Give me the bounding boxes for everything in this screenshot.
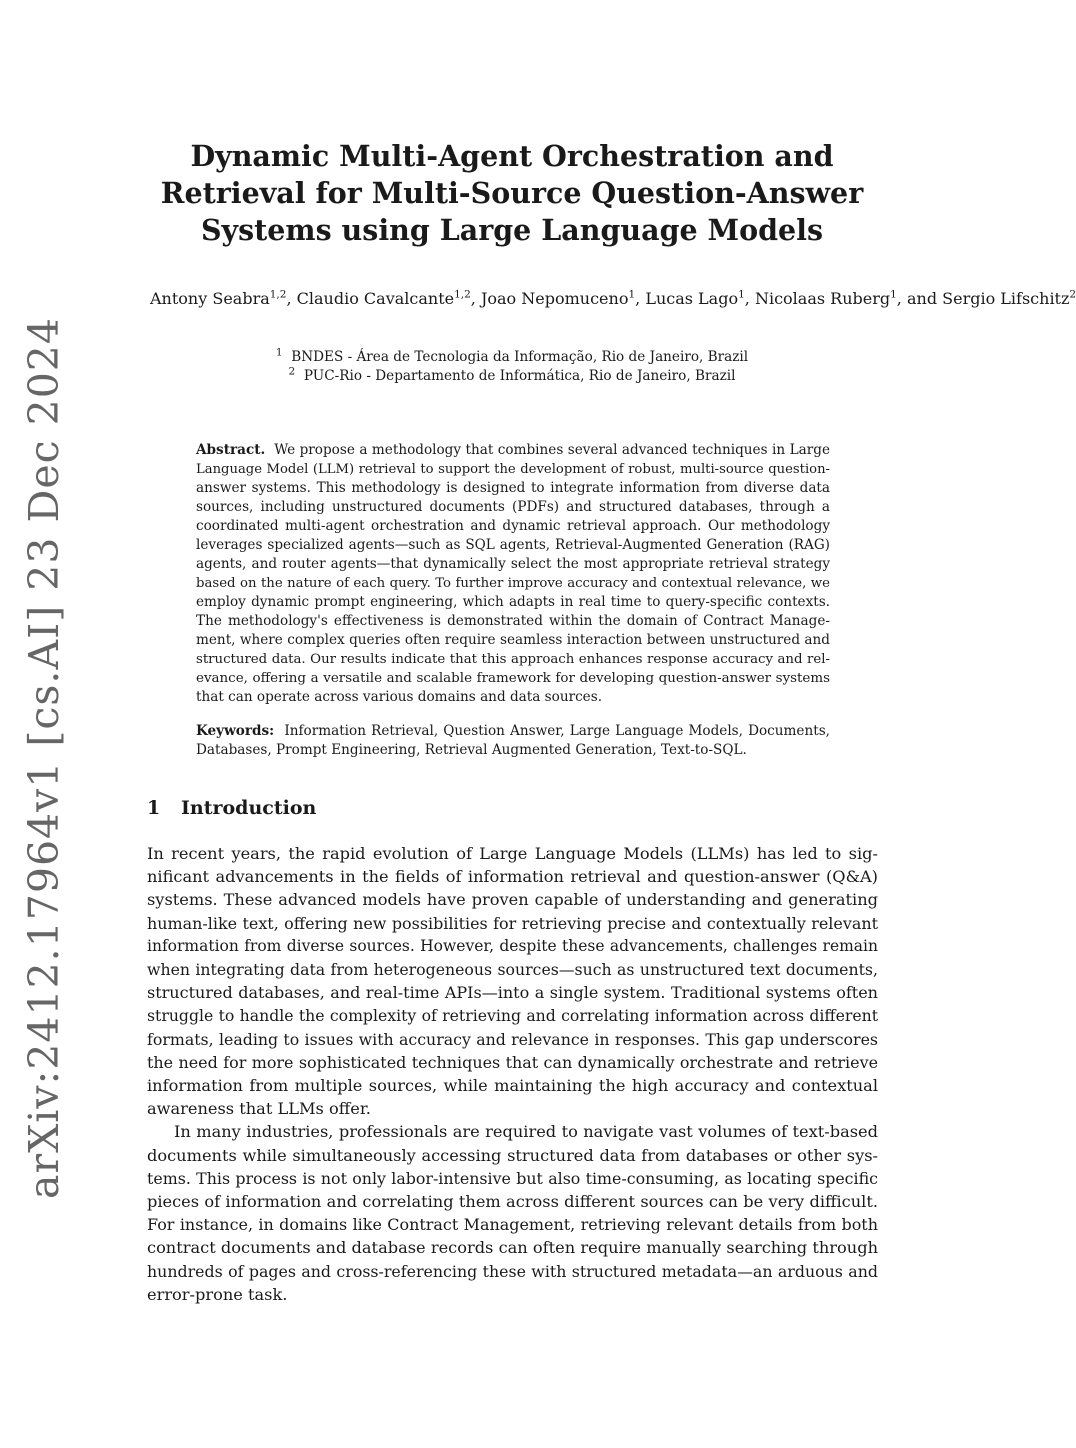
keywords-text: Information Retrieval, Question Answer, Large Language Models, Documents,: [284, 723, 830, 739]
abstract-line: ment, where complex queries often require seamless interaction between unstructured and: [196, 632, 830, 648]
body-line: pieces of information and correlating them across different sources can be very difficult.: [147, 1192, 878, 1212]
author-name: Sergio Lifschitz: [942, 289, 1070, 308]
affiliation-mark: 1,2: [454, 288, 471, 301]
title-line: Systems using Large Language Models: [200, 213, 824, 247]
affiliation-mark: 1: [628, 288, 636, 301]
author-list: [150, 287, 1076, 310]
abstract-line: sources, including unstructured documents (PDFs) and structured databases, through a: [196, 499, 830, 515]
body-line: contract documents and database records can often require manually searching through: [147, 1238, 878, 1258]
abstract-line: The methodology's effectiveness is demonstrated within the domain of Contract Manage-: [196, 613, 830, 629]
author-name: Nicolaas Ruberg: [754, 289, 891, 308]
body-line: For instance, in domains like Contract Management, retrieving relevant details from both: [147, 1215, 878, 1235]
author-separator: ,: [470, 289, 481, 308]
abstract-line: employ dynamic prompt engineering, which adapts in real time to query-specific contexts.: [196, 594, 830, 610]
body-line: when integrating data from heterogeneous sources—such as unstructured text documents,: [147, 960, 878, 980]
arxiv-identifier: arXiv:2412.17964v1 [cs.AI] 23 Dec 2024: [20, 317, 68, 1199]
abstract-line: that can operate across various domains and data sources.: [196, 689, 603, 705]
author-name: Joao Nepomuceno: [480, 289, 629, 308]
affiliation-number: 1: [275, 346, 283, 359]
body-line: error-prone task.: [147, 1284, 288, 1304]
body-line: awareness that LLMs offer.: [147, 1099, 371, 1119]
author-name: Claudio Cavalcante: [296, 289, 455, 308]
section-title: Introduction: [181, 797, 317, 819]
title-line: Retrieval for Multi-Source Question-Answer: [160, 176, 864, 210]
body-line: documents while simultaneously accessing structured data from databases or other sys-: [147, 1145, 878, 1165]
body-line: tems. This process is not only labor-intensive but also time-consuming, as locating specific: [147, 1168, 878, 1188]
body-line: nificant advancements in the fields of information retrieval and question-answer (Q&A): [147, 867, 878, 887]
abstract-line: coordinated multi-agent orchestration and dynamic retrieval approach. Our methodology: [196, 518, 830, 534]
body-line: formats, leading to issues with accuracy and relevance in responses. This gap underscores: [147, 1029, 878, 1049]
author-separator: ,: [286, 289, 297, 308]
body-line: information from multiple sources, while maintaining the high accuracy and contextual: [147, 1076, 878, 1096]
affiliation-mark: 1: [738, 288, 745, 301]
body-line: the need for more sophisticated techniques that can dynamically orchestrate and retrieve: [147, 1052, 878, 1072]
keywords-line: Databases, Prompt Engineering, Retrieval Augmented Generation, Text-to-SQL.: [196, 742, 747, 758]
affiliation-text: PUC-Rio - Departamento de Informática, Rio de Janeiro, Brazil: [303, 368, 736, 384]
body-line: hundreds of pages and cross-referencing these with structured metadata—an arduous and: [147, 1261, 878, 1281]
body-line: struggle to handle the complexity of retrieving and correlating information across different: [147, 1006, 878, 1026]
author-separator: ,: [744, 289, 755, 308]
body-line: In many industries, professionals are required to navigate vast volumes of text-based: [174, 1122, 878, 1142]
keywords-line: [196, 722, 830, 741]
body-line: systems. These advanced models have proven capable of understanding and generating: [147, 890, 878, 910]
abstract-line: structured data. Our results indicate that this approach enhances response accuracy and rel-: [196, 652, 830, 667]
affiliations: [150, 348, 874, 386]
author-name: Lucas Lago: [645, 289, 739, 308]
abstract-line: based on the nature of each query. To further improve accuracy and contextual relevance, we: [196, 576, 830, 591]
author-separator: , and: [896, 289, 943, 308]
author-separator: ,: [635, 289, 646, 308]
affiliation: [150, 348, 874, 367]
abstract-line: Language Model (LLM) retrieval to support the development of robust, multi-source question-: [196, 462, 830, 477]
abstract-line: agents, and router agents—that dynamically select the most appropriate retrieval strategy: [196, 556, 830, 572]
abstract-line: evance, offering a versatile and scalable framework for developing question-answer systems: [196, 671, 830, 686]
abstract-text: We propose a methodology that combines several advanced techniques in Large: [274, 442, 830, 458]
affiliation-mark: 2: [1069, 288, 1076, 301]
body-line: human-like text, offering new possibilities for retrieving precise and contextually relevant: [147, 913, 878, 933]
abstract-label: Abstract.: [196, 442, 266, 458]
affiliation-number: 2: [288, 365, 296, 378]
abstract-line: leverages specialized agents—such as SQL agents, Retrieval-Augmented Generation (RAG): [196, 537, 830, 553]
affiliation-text: BNDES - Área de Tecnologia da Informação, Rio de Janeiro, Brazil: [291, 349, 749, 365]
abstract-line: answer systems. This methodology is designed to integrate information from diverse data: [196, 480, 830, 496]
section-heading: [147, 797, 316, 819]
paper-title: [150, 138, 874, 249]
body-line: In recent years, the rapid evolution of Large Language Models (LLMs) has led to sig-: [147, 844, 878, 863]
keywords-label: Keywords:: [196, 723, 275, 739]
abstract: [196, 441, 830, 707]
abstract-line: [196, 441, 830, 460]
author-name: Antony Seabra: [150, 289, 270, 308]
affiliation-mark: 1,2: [269, 288, 287, 301]
section-number: 1: [147, 797, 161, 819]
affiliation: [150, 367, 874, 386]
body-line: information from diverse sources. However, despite these advancements, challenges remain: [147, 936, 878, 955]
body-line: structured databases, and real-time APIs—into a single system. Traditional systems often: [147, 983, 878, 1003]
title-line: Dynamic Multi-Agent Orchestration and: [190, 139, 834, 173]
keywords: [196, 722, 830, 760]
introduction-body: [147, 842, 878, 1306]
affiliation-mark: 1: [890, 288, 897, 301]
